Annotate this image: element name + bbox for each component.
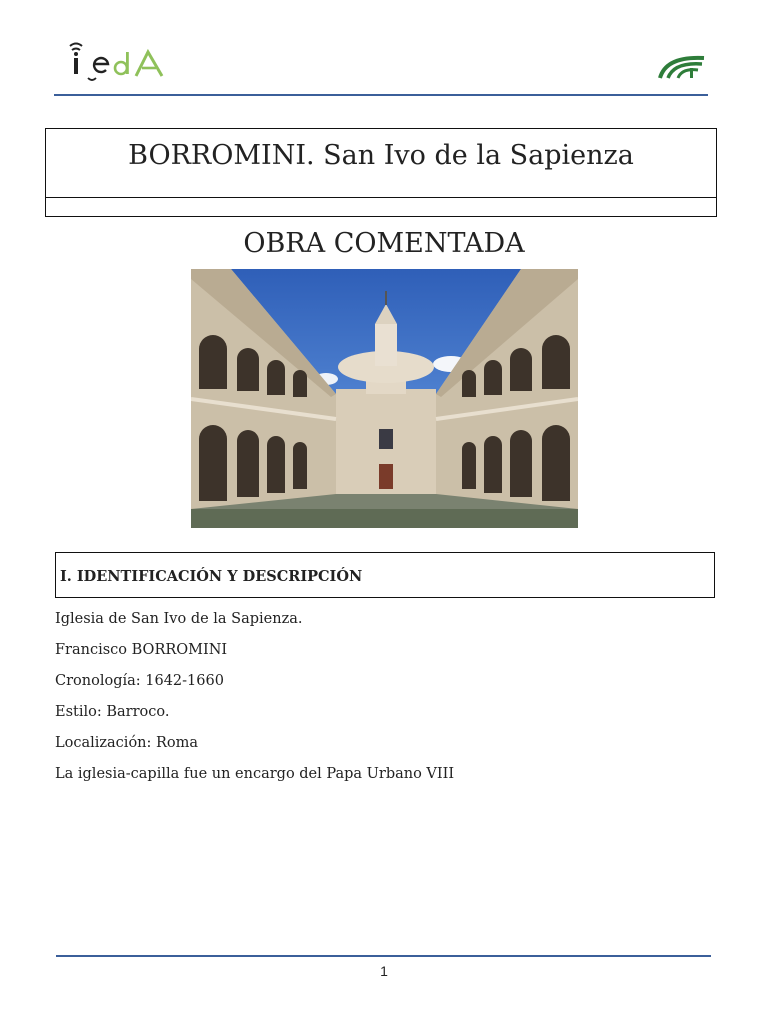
page-number: 1 xyxy=(380,963,388,979)
document-subtitle: OBRA COMENTADA xyxy=(243,228,525,259)
info-line-author: Francisco BORROMINI xyxy=(55,642,228,658)
info-line-church: Iglesia de San Ivo de la Sapienza. xyxy=(55,611,303,627)
section-title: I. IDENTIFICACIÓN Y DESCRIPCIÓN xyxy=(60,568,363,585)
ieda-logo xyxy=(66,40,176,86)
title-box-lower xyxy=(45,198,717,217)
document-title: BORROMINI. San Ivo de la Sapienza xyxy=(128,140,634,171)
footer-rule xyxy=(56,955,711,957)
junta-andalucia-logo-icon xyxy=(656,50,708,80)
courtyard-photo xyxy=(191,269,578,528)
header-rule xyxy=(54,94,708,96)
ieda-logo-icon xyxy=(66,40,176,86)
info-line-commission: La iglesia-capilla fue un encargo del Papa Urbano VIII xyxy=(55,766,455,782)
info-line-style: Estilo: Barroco. xyxy=(55,704,170,720)
info-line-chronology: Cronología: 1642-1660 xyxy=(55,673,224,689)
info-line-location: Localización: Roma xyxy=(55,735,199,751)
